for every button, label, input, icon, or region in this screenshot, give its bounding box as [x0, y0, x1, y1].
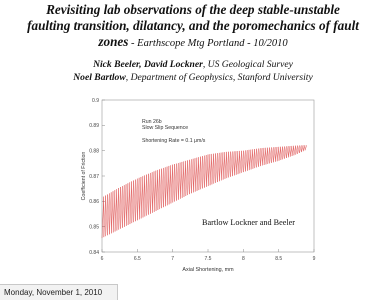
x-tick-label: 6.5	[133, 256, 141, 262]
y-tick-label: 0.87	[89, 173, 99, 180]
friction-chart-figure	[78, 94, 330, 282]
y-tick-label: 0.86	[89, 199, 99, 206]
author-1-name: Nick Beeler, David Lockner	[93, 59, 203, 70]
title-line-2: faulting transition, dilatancy, and the poromechanics of fault	[27, 18, 359, 33]
x-tick-label: 9	[312, 256, 316, 262]
annotation-credit: Bartlow Lockner and Beeler	[202, 218, 295, 227]
y-tick-label: 0.85	[89, 224, 99, 231]
title-line-1: Revisiting lab observations of the deep stable-unstable	[46, 2, 340, 17]
annotation-rate: Shortening Rate = 0.1 μm/s	[142, 138, 206, 144]
author-1-affiliation: , US Geological Survey	[202, 59, 293, 70]
x-axis-label: Axial Shortening, mm	[182, 267, 234, 273]
author-block	[0, 58, 386, 84]
x-tick-label: 7	[171, 256, 175, 262]
author-2-name: Noel Bartlow	[73, 72, 126, 83]
author-line-1	[0, 58, 386, 71]
x-tick-label: 6	[100, 256, 104, 262]
x-tick-label: 8.5	[275, 256, 283, 262]
y-tick-label: 0.88	[89, 148, 99, 155]
title-line-3-rest: - Earthscope Mtg Portland - 10/2010	[128, 38, 288, 49]
title-line-3-bold: zones	[98, 34, 129, 49]
slide-title	[0, 2, 386, 52]
title-line-3	[0, 34, 386, 52]
annotation-run: Run 26b	[142, 119, 162, 125]
annotation-sequence: Slow Slip Sequence	[142, 125, 189, 131]
y-tick-label: 0.9	[92, 97, 99, 104]
x-tick-label: 8	[241, 256, 245, 262]
y-axis-label: Coefficient of Friction	[81, 151, 87, 201]
y-tick-label: 0.89	[89, 123, 99, 130]
author-line-2	[0, 71, 386, 84]
author-2-affiliation: , Department of Geophysics, Stanford University	[125, 72, 313, 83]
x-tick-label: 7.5	[204, 256, 212, 262]
friction-chart	[78, 94, 330, 282]
y-tick-label: 0.84	[89, 249, 99, 256]
footer-date: Monday, November 1, 2010	[0, 284, 118, 300]
